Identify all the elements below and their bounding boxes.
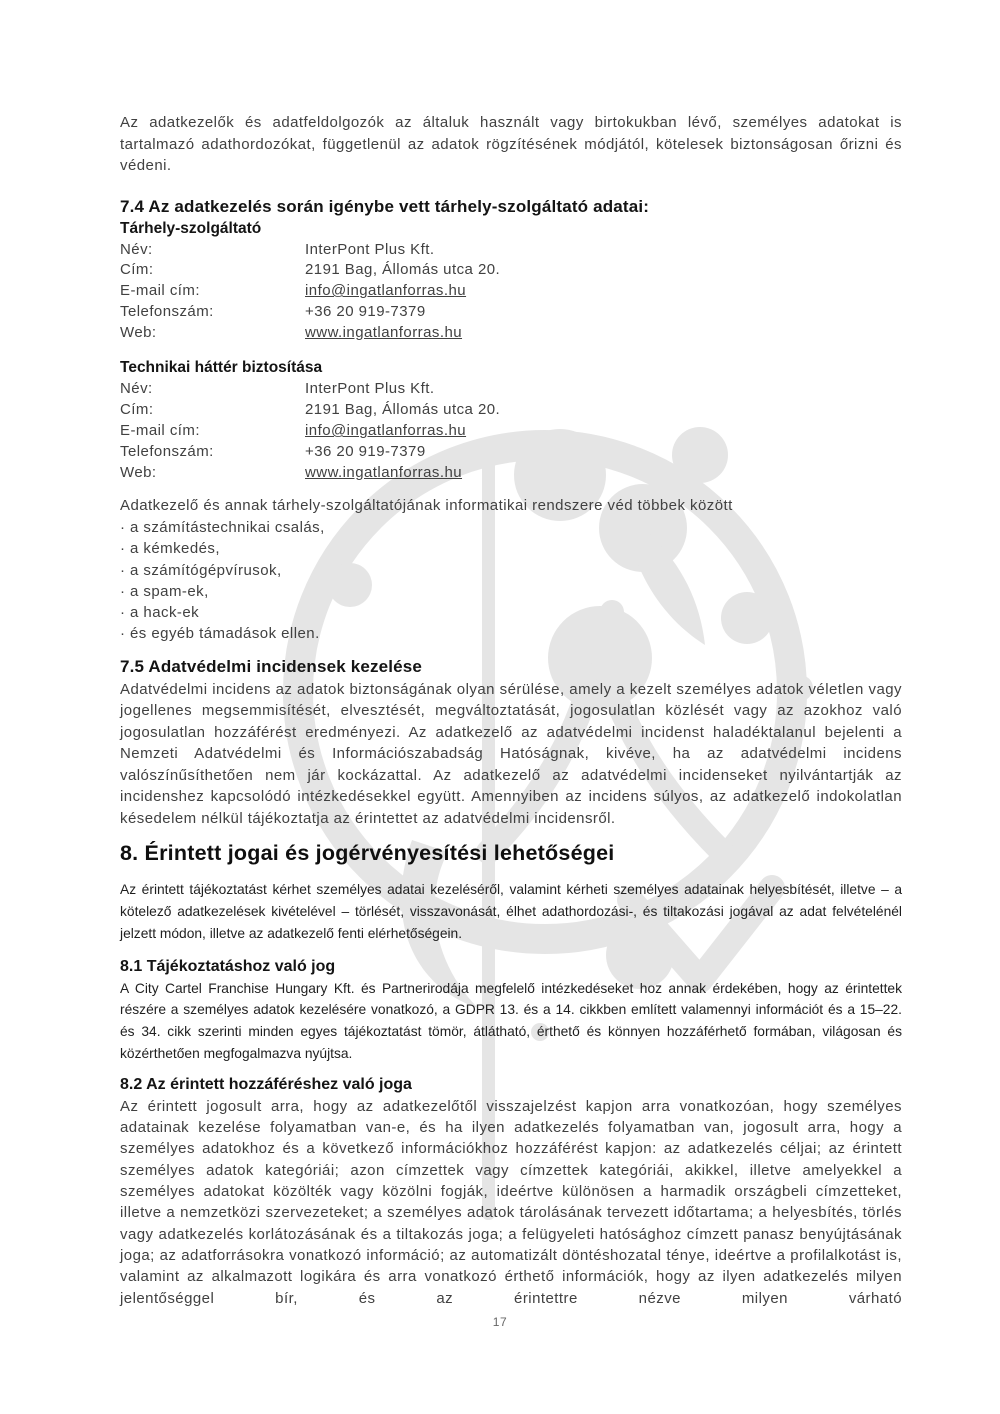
- section-8-heading: 8. Érintett jogai és jogérvényesítési lehetőségei: [120, 841, 615, 866]
- contact-row: [120, 302, 902, 323]
- contact-value: InterPont Plus Kft.: [305, 240, 435, 258]
- intro-paragraph: Az adatkezelők és adatfeldolgozók az általuk használt vagy birtokukban lévő, személyes adatokat is tartalmazó adathordozókat, függetlenül az adatok rögzítésének módjától, kötelesek biztonságosan őrizni és védeni.: [120, 114, 902, 174]
- page-content: [120, 112, 902, 1309]
- contact-label: Cím:: [120, 401, 154, 419]
- section-7-4-heading: 7.4 Az adatkezelés során igénybe vett tárhely-szolgáltató adatai:: [120, 196, 650, 216]
- section-8-1-heading: 8.1 Tájékoztatáshoz való jog: [120, 957, 336, 975]
- section-8-body: Az érintett tájékoztatást kérhet személyes adatai kezeléséről, valamint kérheti személyes adatainak helyesbítését, illetve – a kötelező adatkezelések kivételével – törlését, visszavonását, élhet adathordozási-, és tiltakozási jogával az adat felvételénél jelzett módon, illetve az adatkezelő fenti elérhetőségein.: [120, 882, 902, 941]
- contact-value: 2191 Bag, Állomás utca 20.: [305, 261, 501, 279]
- page-number: 17: [492, 1315, 508, 1329]
- contact-label: Telefonszám:: [120, 442, 214, 460]
- section-8-1-body: A City Cartel Franchise Hungary Kft. és Partnerirodája megfelelő intézkedéseket hoz annak érdekében, hogy az érintettek részére a személyes adatok kezelésére vonatkozó, a GDPR 13. és a 14. cikkben említett valamennyi információt és a 15–22. és 34. cikk szerinti minden egyes tájékoztatást tömör, átlátható, érthető és könnyen hozzáférhető formában, világosan és közérthetően megfogalmazva nyújtsa.: [120, 980, 902, 1062]
- contact-row: [120, 442, 902, 463]
- contact-label: Név:: [120, 240, 153, 258]
- list-item: [120, 560, 902, 581]
- email-link[interactable]: info@ingatlanforras.hu: [305, 282, 467, 300]
- contact-label: Név:: [120, 380, 153, 398]
- contact-row: [120, 400, 902, 421]
- list-item: [120, 602, 902, 623]
- website-link[interactable]: www.ingatlanforras.hu: [305, 463, 463, 481]
- bullet-icon: ·: [120, 561, 126, 579]
- technical-block-title: Technikai háttér biztosítása: [120, 359, 323, 377]
- contact-label: Web:: [120, 463, 157, 481]
- hosting-block-title: Tárhely-szolgáltató: [120, 219, 262, 237]
- technical-contact-block: [120, 379, 902, 483]
- website-link[interactable]: www.ingatlanforras.hu: [305, 323, 463, 341]
- list-item: [120, 623, 902, 644]
- list-item-text: a kémkedés,: [130, 540, 220, 558]
- contact-label: Telefonszám:: [120, 302, 214, 320]
- contact-label: Cím:: [120, 261, 154, 279]
- email-link[interactable]: info@ingatlanforras.hu: [305, 422, 467, 440]
- contact-value: 2191 Bag, Állomás utca 20.: [305, 401, 501, 419]
- contact-row: [120, 379, 902, 400]
- list-item: [120, 517, 902, 538]
- security-intro: Adatkezelő és annak tárhely-szolgáltatójának informatikai rendszere véd többek között: [120, 497, 733, 515]
- contact-row: [120, 260, 902, 281]
- contact-row: [120, 240, 902, 261]
- contact-label: E-mail cím:: [120, 282, 200, 300]
- list-item-text: a spam-ek,: [130, 582, 209, 600]
- section-7-5-body: Adatvédelmi incidens az adatok biztonságának olyan sérülése, amely a kezelt személyes adatok véletlen vagy jogellenes megsemmisítését, elvesztését, megváltoztatását, jogosulatlan közlését vagy az azokhoz való jogosulatlan hozzáférést eredményezi. Az adatkezelő az adatvédelmi incidenst haladéktalanul bejelenti a Nemzeti Adatvédelmi és Információszabadság Hatóságnak, kivéve, ha az adatvédelmi incidens valószínűsíthetően nem jár kockázattal. Az adatkezelő az adatvédelmi incidenseket nyilvántartják az incidenshez kapcsolódó intézkedésekkel együtt. Amennyiben az incidens súlyos, az adatkezelő indokolatlan késedelem nélkül tájékoztatja az érintettet az adatvédelmi incidensről.: [120, 680, 902, 827]
- section-7-5-heading: 7.5 Adatvédelmi incidensek kezelése: [120, 656, 423, 676]
- bullet-icon: ·: [120, 518, 126, 536]
- contact-row: [120, 281, 902, 302]
- bullet-icon: ·: [120, 604, 126, 622]
- list-item-text: és egyéb támadások ellen.: [130, 625, 320, 643]
- contact-row: [120, 421, 902, 442]
- bullet-icon: ·: [120, 625, 126, 643]
- list-item: [120, 538, 902, 559]
- contact-label: Web:: [120, 323, 157, 341]
- section-8-2-body: Az érintett jogosult arra, hogy az adatkezelőtől visszajelzést kapjon arra vonatkozóan, hogy személyes adatainak kezelése folyamatban van-e, és ha ilyen adatkezelés folyamatban van, jogosult arra, hogy a személyes adatokhoz és a következő információkhoz hozzáférést kapjon: az adatkezelés céljai; az érintett személyes adatok kategóriái; azon címzettek vagy címzettek kategóriái, akikkel, illetve amelyekkel a személyes adatokat közölték vagy közölni fogják, ideértve különösen a harmadik országbeli címzetteket, illetve a nemzetközi szervezeteket; a személyes adatok tárolásának tervezett időtartama; a helyesbítés, törlés vagy adatkezelés korlátozásának és a tiltakozás joga; a felügyeleti hatósághoz címzett panasz benyújtásának joga; az adatforrásokra vonatkozó információ; az automatizált döntéshozatal ténye, ideértve a profilalkotást is, valamint az alkalmazott logikára és arra vonatkozó érthető információk, hogy az ilyen adatkezelés milyen jelentőséggel bír, és az érintettre nézve milyen várható: [120, 1097, 902, 1307]
- section-8-2-heading: 8.2 Az érintett hozzáféréshez való joga: [120, 1075, 412, 1093]
- bullet-icon: ·: [120, 540, 126, 558]
- contact-row: [120, 463, 902, 484]
- phone-value: +36 20 919-7379: [305, 442, 426, 460]
- contact-value: InterPont Plus Kft.: [305, 380, 435, 398]
- list-item: [120, 581, 902, 602]
- list-item-text: a számítógépvírusok,: [130, 561, 282, 579]
- phone-value: +36 20 919-7379: [305, 302, 426, 320]
- security-list: [120, 517, 902, 645]
- list-item-text: a hack-ek: [130, 604, 200, 622]
- bullet-icon: ·: [120, 582, 126, 600]
- contact-label: E-mail cím:: [120, 422, 200, 440]
- contact-row: [120, 323, 902, 344]
- hosting-contact-block: [120, 240, 902, 344]
- list-item-text: a számítástechnikai csalás,: [130, 518, 325, 536]
